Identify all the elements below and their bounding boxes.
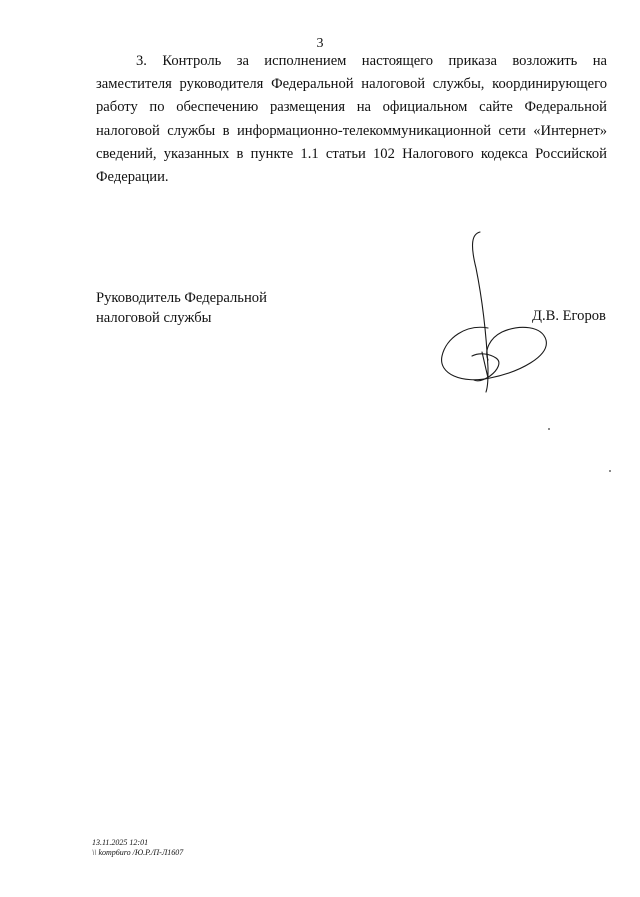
- footer-reference: \\ komp6uro /Ю.Р./П-Л1607: [92, 848, 184, 857]
- footer-date: 13.11.2025 12:01: [92, 838, 149, 847]
- signatory-title: [96, 288, 267, 328]
- paragraph-line: работу по обеспечению размещения на официальном сайте Федеральной: [96, 99, 607, 116]
- paragraph-line: Федерации.: [96, 169, 169, 186]
- paragraph-line: сведений, указанных в пункте 1.1 статьи 102 Налогового кодекса Российской: [96, 145, 607, 162]
- paragraph-line: заместителя руководителя Федеральной налоговой службы, координирующего: [96, 76, 607, 93]
- scan-speck: [548, 428, 550, 430]
- page-number: 3: [316, 36, 324, 51]
- paragraph-line: 3. Контроль за исполнением настоящего приказа возложить на: [136, 53, 607, 69]
- scan-speck: [609, 470, 611, 472]
- signatory-title-line2: налоговой службы: [96, 310, 212, 326]
- order-paragraph: [96, 50, 607, 189]
- paragraph-line: налоговой службы в информационно-телекоммуникационной сети «Интернет»: [96, 122, 607, 139]
- signatory-title-line1: Руководитель Федеральной: [96, 290, 267, 306]
- signer-name: Д.В. Егоров: [532, 308, 606, 324]
- footer-stamp: [92, 838, 183, 858]
